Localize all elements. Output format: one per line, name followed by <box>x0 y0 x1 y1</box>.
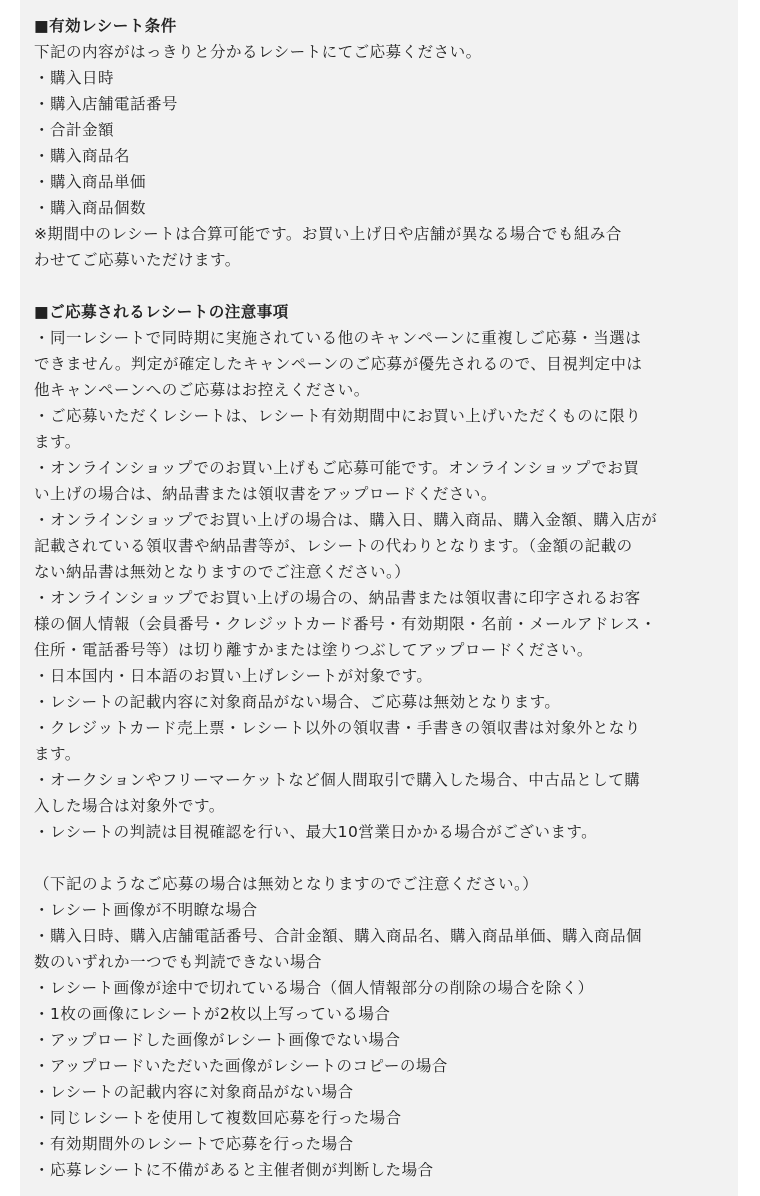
text-line: 他キャンペーンへのご応募はお控えください。 <box>34 381 370 399</box>
list-item: ・応募レシートに不備があると主催者側が判断した場合 <box>34 1161 434 1179</box>
notice-panel <box>20 0 738 1196</box>
section-heading-receipt-notes: ■ご応募されるレシートの注意事項 <box>34 303 289 321</box>
list-item: 数のいずれか一つでも判読できない場合 <box>34 953 323 971</box>
text-line: ・日本国内・日本語のお買い上げレシートが対象です。 <box>34 667 433 685</box>
list-item: ・有効期間外のレシートで応募を行った場合 <box>34 1135 354 1153</box>
text-line: ・オークションやフリーマーケットなど個人間取引で購入した場合、中古品として購 <box>34 771 641 789</box>
text-line: ・オンラインショップでお買い上げの場合の、納品書または領収書に印字されるお客 <box>34 589 641 607</box>
list-item: ・アップロードした画像がレシート画像でない場合 <box>34 1031 401 1049</box>
spacer <box>34 273 728 299</box>
text-line: わせてご応募いただけます。 <box>34 251 241 269</box>
list-item: ・購入商品個数 <box>34 199 147 217</box>
text-line: ・レシートの判読は目視確認を行い、最大10営業日かかる場合がございます。 <box>34 823 598 841</box>
text-line: 下記の内容がはっきりと分かるレシートにてご応募ください。 <box>34 43 482 61</box>
list-item: ・合計金額 <box>34 121 115 139</box>
list-item: ・レシート画像が途中で切れている場合（個人情報部分の削除の場合を除く） <box>34 979 594 997</box>
text-line: ・同一レシートで同時期に実施されている他のキャンペーンに重複しご応募・当選は <box>34 329 642 347</box>
text-line: ・クレジットカード売上票・レシート以外の領収書・手書きの領収書は対象外となり <box>34 719 641 737</box>
text-line: い上げの場合は、納品書または領収書をアップロードください。 <box>34 485 497 503</box>
spacer <box>34 845 728 871</box>
list-item: ・購入商品単価 <box>34 173 147 191</box>
list-item: ・レシートの記載内容に対象商品がない場合 <box>34 1083 354 1101</box>
list-item: ・アップロードいただいた画像がレシートのコピーの場合 <box>34 1057 448 1075</box>
list-item: ・購入商品名 <box>34 147 131 165</box>
list-item: ・購入店舗電話番号 <box>34 95 179 113</box>
text-line: できません。判定が確定したキャンペーンのご応募が優先されるので、目視判定中は <box>34 355 643 373</box>
section-heading-valid-receipt: ■有効レシート条件 <box>34 17 177 35</box>
text-line: ・オンラインショップでお買い上げの場合は、購入日、購入商品、購入金額、購入店が <box>34 511 658 529</box>
list-item: ・1枚の画像にレシートが2枚以上写っている場合 <box>34 1005 391 1023</box>
list-item: ・レシート画像が不明瞭な場合 <box>34 901 258 919</box>
list-item: ・購入日時 <box>34 69 115 87</box>
text-line: 記載されている領収書や納品書等が、レシートの代わりとなります。（金額の記載の <box>34 537 633 555</box>
text-line: （下記のようなご応募の場合は無効となりますのでご注意ください。） <box>34 875 539 893</box>
text-line: 様の個人情報（会員番号・クレジットカード番号・有効期限・名前・メールアドレス・ <box>34 615 657 633</box>
text-line: 入した場合は対象外です。 <box>34 797 225 815</box>
text-line: ます。 <box>34 433 81 451</box>
text-line: ・ご応募いただくレシートは、レシート有効期間中にお買い上げいただくものに限り <box>34 407 642 425</box>
text-line: ※期間中のレシートは合算可能です。お買い上げ日や店舗が異なる場合でも組み合 <box>34 225 622 243</box>
notice-content <box>34 13 728 1183</box>
text-line: ます。 <box>34 745 81 763</box>
text-line: 住所・電話番号等）は切り離すかまたは塗りつぶしてアップロードください。 <box>34 641 593 659</box>
list-item: ・購入日時、購入店舗電話番号、合計金額、購入商品名、購入商品単価、購入商品個 <box>34 927 643 945</box>
text-line: ・レシートの記載内容に対象商品がない場合、ご応募は無効となります。 <box>34 693 561 711</box>
text-line: ・オンラインショップでのお買い上げもご応募可能です。オンラインショップでお買 <box>34 459 640 477</box>
list-item: ・同じレシートを使用して複数回応募を行った場合 <box>34 1109 402 1127</box>
text-line: ない納品書は無効となりますのでご注意ください。） <box>34 563 411 581</box>
